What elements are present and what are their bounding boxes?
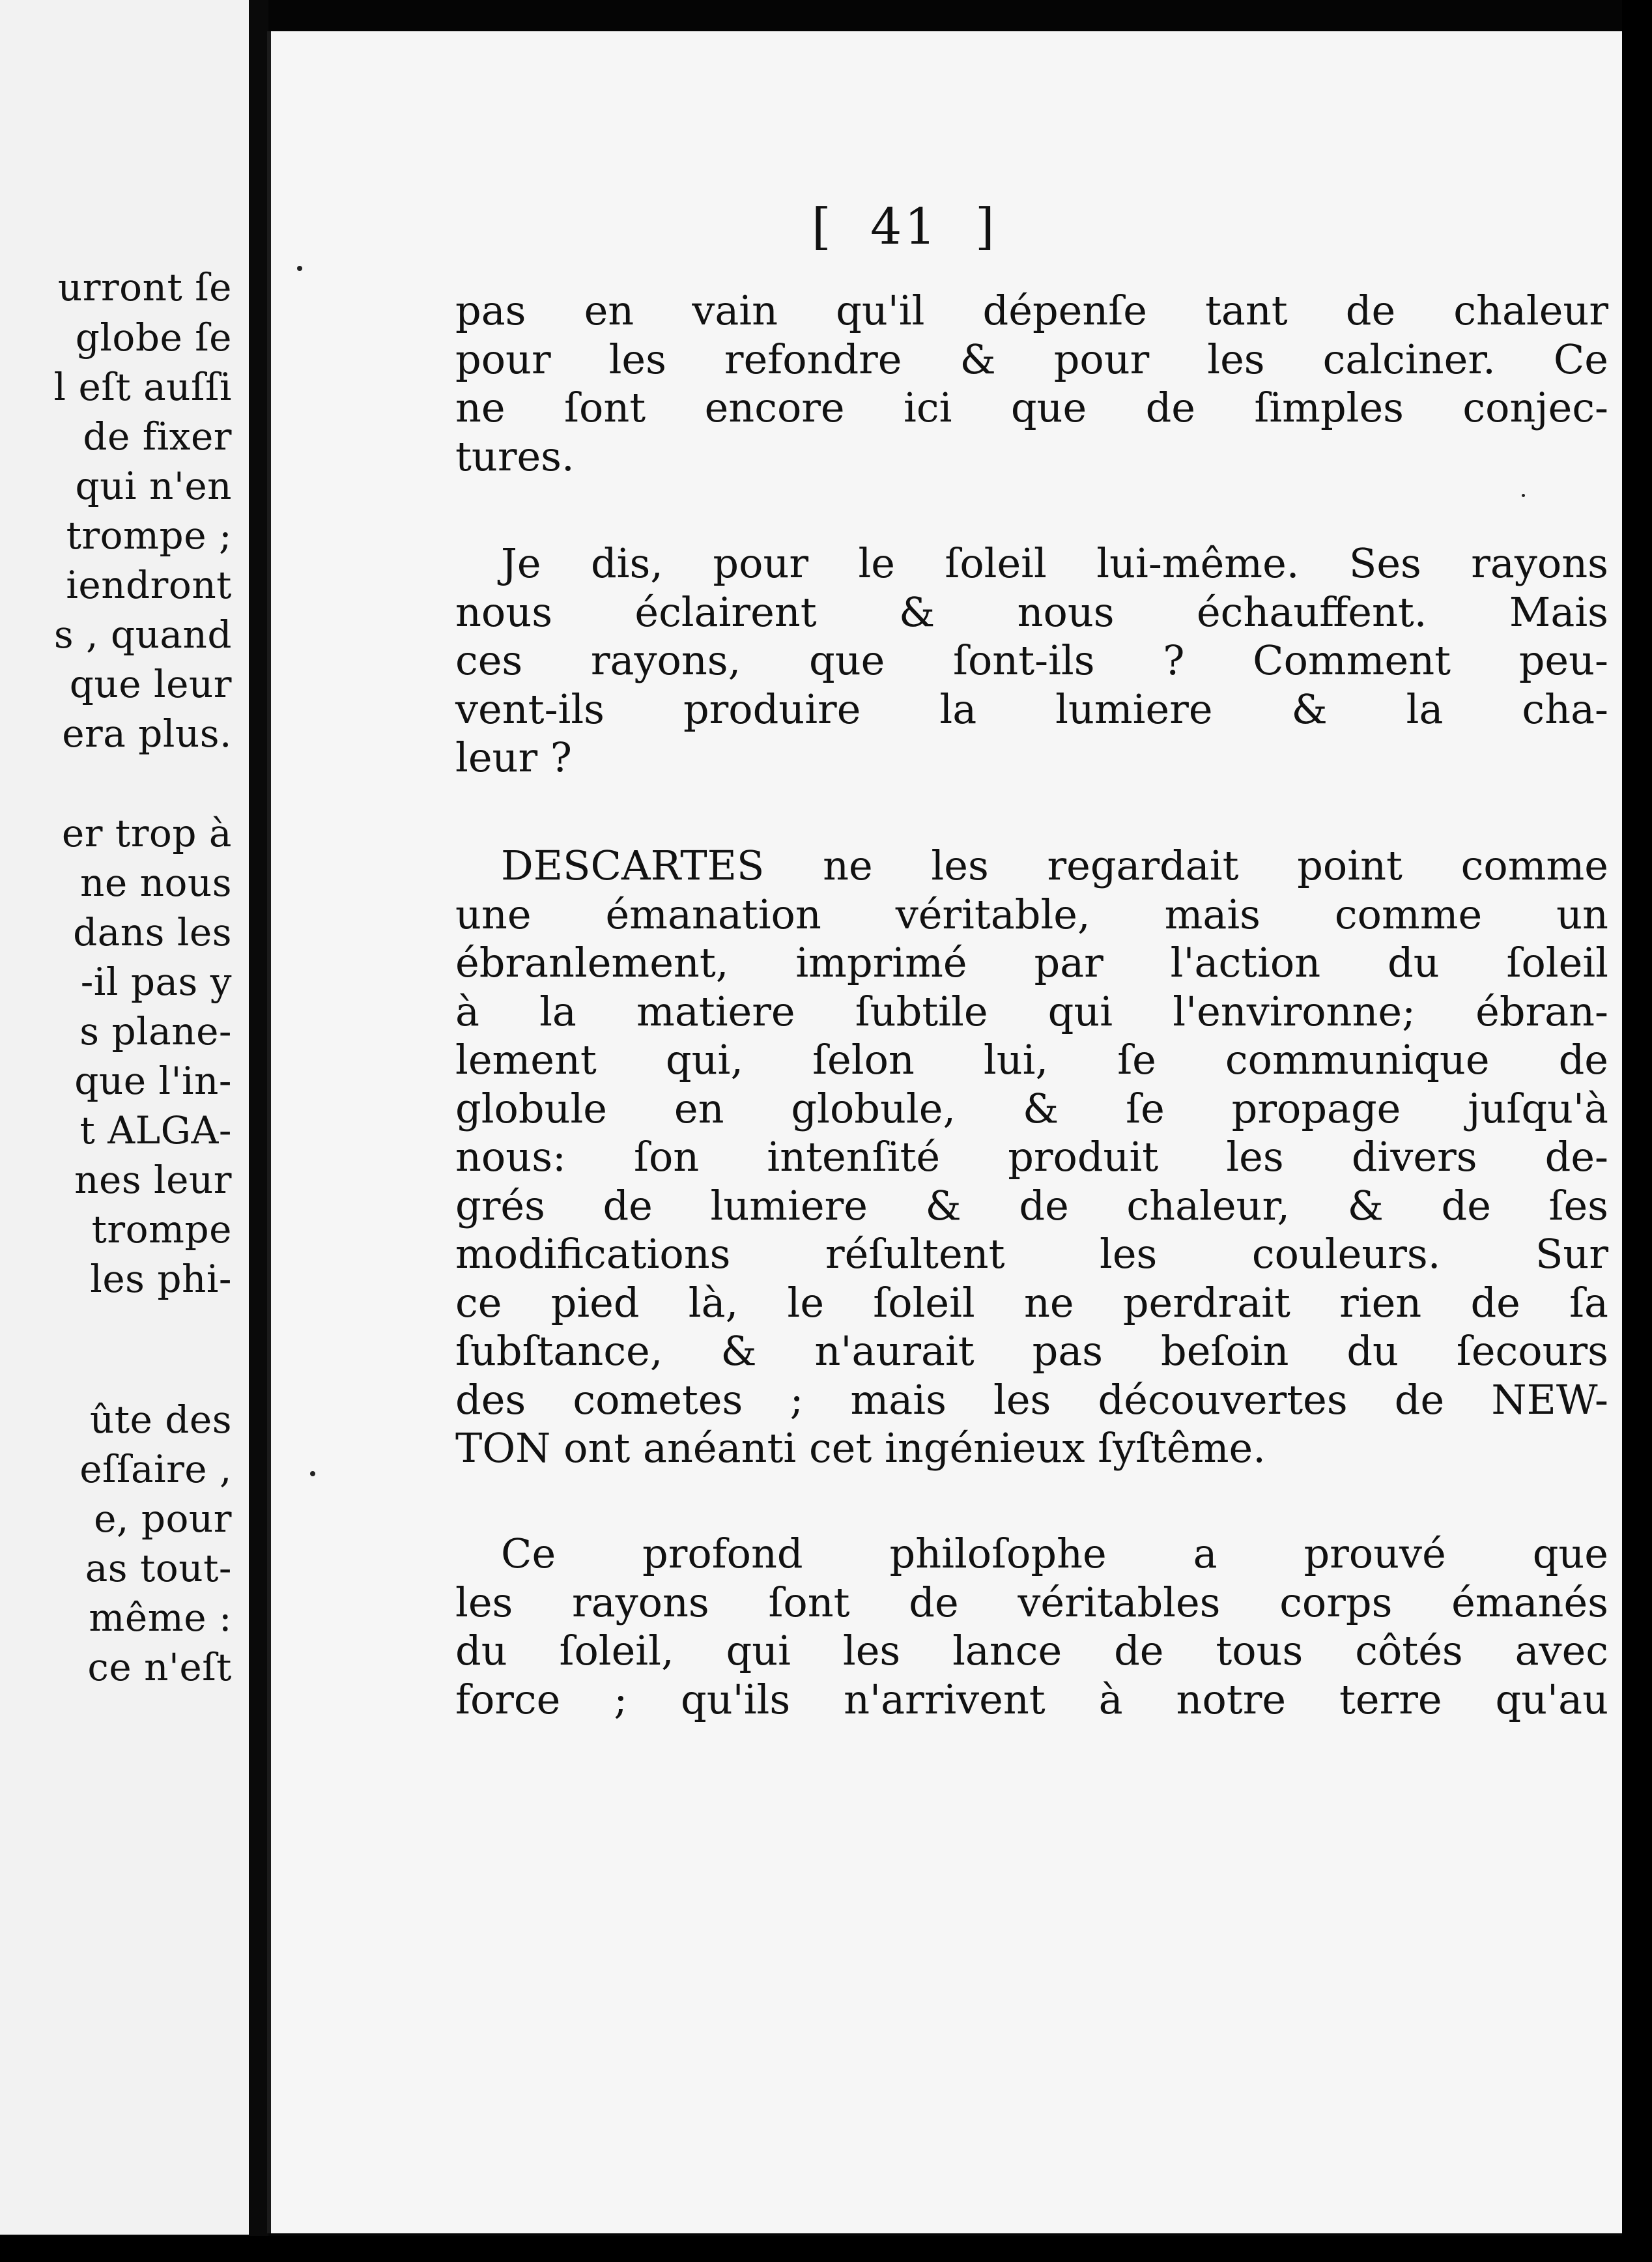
text-line: nous éclairent & nous échauffent. Mais: [455, 588, 1608, 636]
left-line: même :: [89, 1596, 232, 1640]
page-number: [ 41 ]: [812, 197, 997, 255]
text-line: des cometes ; mais les découvertes de NEW-: [455, 1375, 1608, 1424]
text-line: ne ſont encore ici que de ſimples conjec-: [455, 384, 1608, 431]
text-line: lement qui, ſelon lui, ſe communique de: [455, 1036, 1608, 1083]
left-line: ne nous: [79, 861, 232, 905]
text-line: vent-ils produire la lumiere & la cha-: [455, 685, 1608, 733]
text-line: grés de lumiere & de chaleur, & de ſes: [455, 1181, 1608, 1229]
left-line: eſſaire ,: [79, 1447, 232, 1491]
text-line: ébranlement, imprimé par l'action du ſoleil: [455, 939, 1608, 986]
left-line: trompe ;: [66, 513, 232, 558]
paragraph: [455, 539, 1608, 782]
text-line: tures.: [455, 432, 575, 480]
paragraph: [455, 842, 1608, 1473]
left-line: nes leur: [74, 1158, 232, 1202]
text-line: ce pied là, le ſoleil ne perdrait rien de ſa: [455, 1278, 1608, 1326]
left-line: ce n'eſt: [87, 1645, 232, 1689]
text-line: TON ont anéanti cet ingénieux ſyſtême.: [455, 1424, 1266, 1472]
left-line: globe ſe: [75, 315, 232, 360]
left-line: de fixer: [83, 414, 232, 459]
text-line: nous: ſon intenſité produit les divers de-: [455, 1133, 1608, 1181]
left-line: trompe: [91, 1207, 232, 1252]
text-line: du ſoleil, qui les lance de tous côtés avec: [455, 1627, 1608, 1674]
left-line: -il pas y: [80, 960, 232, 1004]
text-line: une émanation véritable, mais comme un: [455, 890, 1608, 938]
left-line: que l'in-: [74, 1059, 232, 1103]
left-line: dans les: [73, 910, 232, 954]
book-gutter: [249, 0, 268, 2262]
text-line: globule en globule, & ſe propage juſqu'à: [455, 1084, 1608, 1132]
text-line: les rayons ſont de véritables corps émanés: [455, 1578, 1608, 1626]
text-line: Je dis, pour le ſoleil lui-même. Ses rayons: [501, 539, 1608, 587]
left-line: urront ſe: [57, 265, 232, 309]
scan-edge-bottom: [0, 2236, 1652, 2262]
text-line: force ; qu'ils n'arrivent à notre terre qu'au: [455, 1675, 1608, 1723]
text-line: à la matiere ſubtile qui l'environne; ébran-: [455, 987, 1608, 1035]
left-line: s plane-: [79, 1009, 232, 1053]
text-line: leur ?: [455, 734, 573, 781]
text-line: modifications réſultent les couleurs. Sur: [455, 1230, 1608, 1278]
left-line: as tout-: [85, 1546, 232, 1590]
text-line: pas en vain qu'il dépenſe tant de chaleur: [455, 287, 1608, 334]
left-line: l eſt auſſi: [53, 365, 232, 409]
left-line: ûte des: [89, 1397, 232, 1442]
ink-speck: [297, 266, 302, 271]
paragraph: [455, 287, 1608, 481]
paragraph: [455, 1530, 1608, 1724]
left-line: e, pour: [94, 1496, 232, 1541]
scan-edge-right: [1622, 0, 1652, 2262]
left-line: qui n'en: [75, 464, 232, 508]
ink-speck: [1522, 494, 1525, 497]
left-facing-page: [0, 0, 249, 2235]
left-line: que leur: [69, 662, 232, 706]
left-page-text: [0, 0, 249, 2235]
left-line: era plus.: [62, 711, 232, 756]
text-line: ſubſtance, & n'aurait pas beſoin du ſecours: [455, 1327, 1608, 1375]
left-line: s , quand: [53, 612, 232, 657]
text-line: ces rayons, que ſont-ils ? Comment peu-: [455, 637, 1608, 684]
text-line: Ce profond philoſophe a prouvé que: [501, 1530, 1608, 1577]
text-line: pour les refondre & pour les calciner. Ce: [455, 335, 1608, 383]
text-line: DESCARTES ne les regardait point comme: [501, 842, 1608, 889]
left-line: iendront: [66, 563, 232, 607]
left-line: les phi-: [90, 1257, 232, 1301]
left-line: t ALGA-: [79, 1108, 232, 1152]
left-line: er trop à: [61, 811, 232, 855]
ink-speck: [310, 1471, 315, 1476]
main-page: [267, 31, 1622, 2233]
